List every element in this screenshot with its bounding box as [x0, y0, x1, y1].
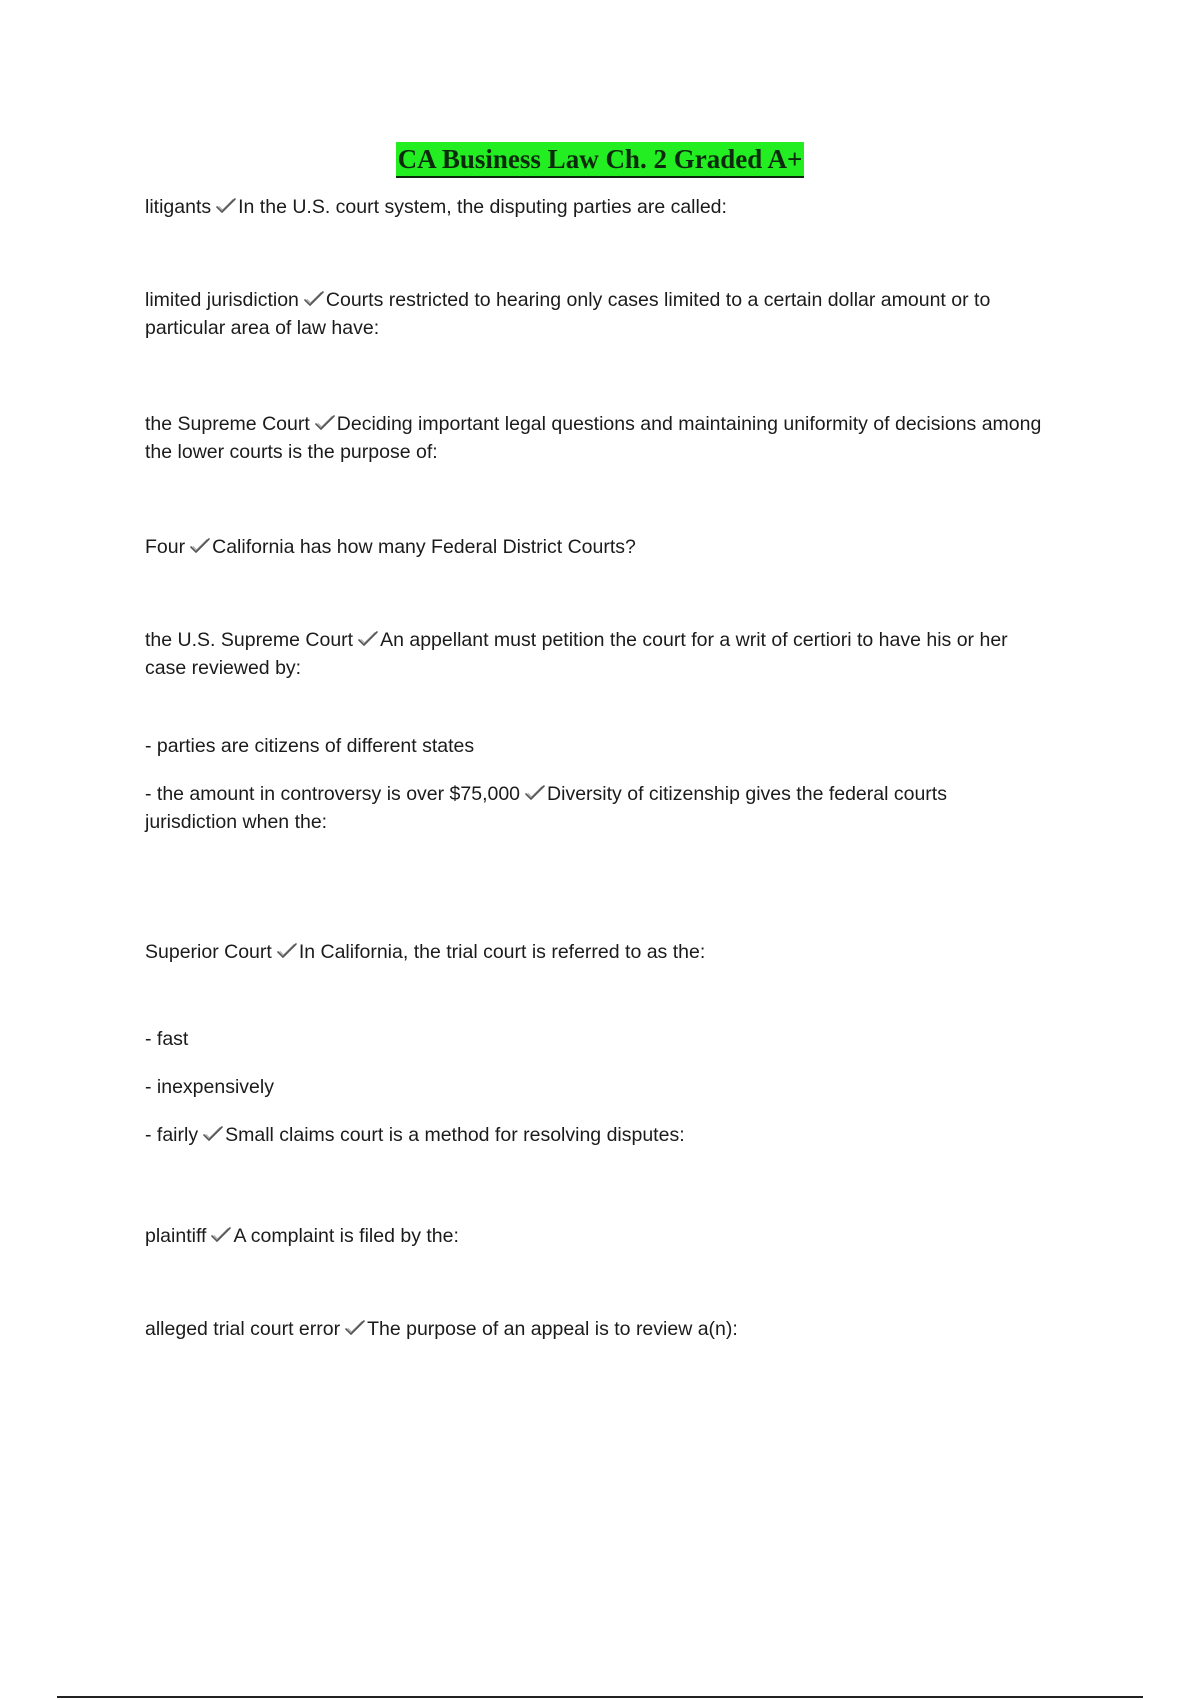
- answer-text: plaintiff: [145, 1225, 207, 1247]
- answer-question-line: [145, 410, 1095, 438]
- answer-question-line: [145, 1315, 1095, 1343]
- question-text: Courts restricted to hearing only cases limited to a certain dollar amount or to: [325, 289, 991, 311]
- answer-text: - fairly: [145, 1124, 199, 1146]
- check-mark-icon: [215, 197, 237, 215]
- qa-entry: [145, 626, 1095, 682]
- check-mark-icon: [524, 784, 546, 802]
- answer-bullet-line: - fast: [145, 1028, 189, 1050]
- answer-text: the U.S. Supreme Court: [145, 629, 354, 651]
- check-mark-icon: [276, 942, 298, 960]
- footer-divider: [57, 1696, 1143, 1698]
- check-mark-icon: [202, 1125, 224, 1143]
- question-text: Diversity of citizenship gives the federal courts: [547, 783, 947, 805]
- answer-text: alleged trial court error: [145, 1318, 341, 1340]
- answer-text: Four: [145, 536, 186, 558]
- question-continuation: jurisdiction when the:: [145, 811, 328, 833]
- answer-question-line: [145, 1121, 1095, 1149]
- qa-entry: [145, 732, 1095, 836]
- question-continuation: case reviewed by:: [145, 657, 302, 679]
- question-text: In California, the trial court is referred to as the:: [298, 941, 706, 963]
- check-mark-icon: [210, 1226, 232, 1244]
- answer-text: litigants: [145, 196, 212, 218]
- title-container: [0, 142, 1200, 178]
- question-text: A complaint is filed by the:: [233, 1225, 459, 1247]
- qa-entry: [145, 286, 1095, 342]
- check-mark-icon: [303, 290, 325, 308]
- question-continuation: particular area of law have:: [145, 317, 380, 339]
- check-mark-icon: [189, 537, 211, 555]
- answer-text: the Supreme Court: [145, 413, 310, 435]
- answer-question-line: [145, 780, 1095, 808]
- question-text: Small claims court is a method for resolving disputes:: [225, 1124, 685, 1146]
- qa-entry: [145, 410, 1095, 466]
- check-mark-icon: [314, 414, 336, 432]
- question-text: Deciding important legal questions and maintaining uniformity of decisions among: [336, 413, 1042, 435]
- answer-text: Superior Court: [145, 941, 272, 963]
- qa-entry: [145, 193, 1095, 221]
- qa-entry: [145, 1025, 1095, 1149]
- answer-question-line: [145, 286, 1095, 314]
- qa-entry: [145, 938, 1095, 966]
- question-text: California has how many Federal District Courts?: [212, 536, 636, 558]
- question-text: An appellant must petition the court for a writ of certiori to have his or her: [380, 629, 1008, 651]
- check-mark-icon: [357, 630, 379, 648]
- qa-entry: [145, 533, 1095, 561]
- answer-question-line: [145, 1222, 1095, 1250]
- answer-bullet-line: - parties are citizens of different states: [145, 735, 475, 757]
- answer-bullet-line: - inexpensively: [145, 1076, 274, 1098]
- check-mark-icon: [344, 1319, 366, 1337]
- qa-entry: [145, 1315, 1095, 1343]
- answer-question-line: [145, 533, 1095, 561]
- question-text: In the U.S. court system, the disputing parties are called:: [238, 196, 727, 218]
- answer-question-line: [145, 193, 1095, 221]
- answer-text: limited jurisdiction: [145, 289, 299, 311]
- answer-question-line: [145, 938, 1095, 966]
- answer-text: - the amount in controversy is over $75,000: [145, 783, 521, 805]
- answer-question-line: [145, 626, 1095, 654]
- question-continuation: the lower courts is the purpose of:: [145, 441, 438, 463]
- qa-entry: [145, 1222, 1095, 1250]
- document-title: CA Business Law Ch. 2 Graded A+: [396, 142, 805, 178]
- question-text: The purpose of an appeal is to review a(n):: [367, 1318, 738, 1340]
